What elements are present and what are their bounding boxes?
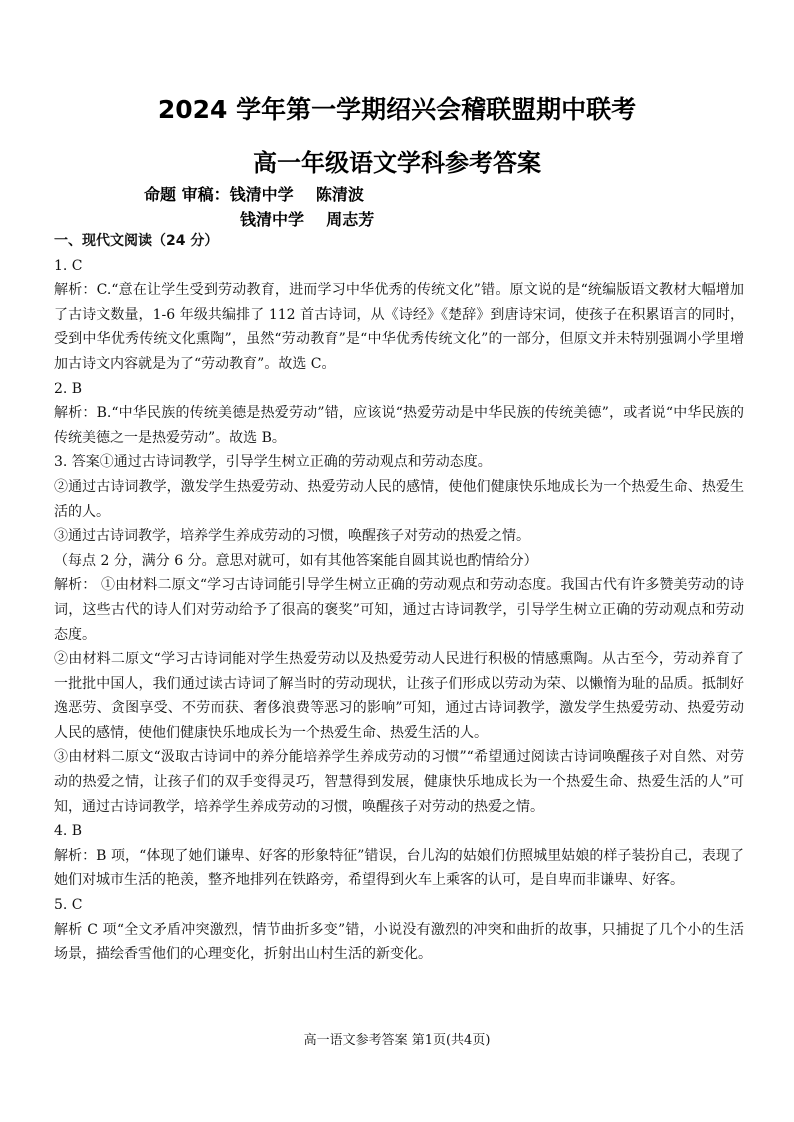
q3-point-3: ③通过古诗词教学，培养学生养成劳动的习惯，唤醒孩子对劳动的热爱之情。: [54, 528, 530, 545]
page-footer: 高一语文参考答案 第1页(共4页): [303, 1033, 491, 1048]
exam-title: 2024 学年第一学期绍兴会稽联盟期中联考: [157, 95, 637, 124]
q1-analysis: 解析：C.“意在让学生受到劳动教育，进而学习中华优秀的传统文化”错。原文说的是“统编版语文教材大幅增加了古诗文数量，1-6 年级共编排了 112 首古诗词，从《诗经》《楚辞》到唐诗宋词，使孩子在积累语言的同时，受到中华优秀传统文化熏陶”，虽然“劳动教育”是“中华优秀传统文化”的一部分，但原文并未特别强调小学里增加古诗文内容就是为了“劳动教育”。故选 C。: [54, 282, 744, 372]
q5-answer: 5. C: [54, 897, 83, 914]
exam-subtitle: 高一年级语文学科参考答案: [253, 149, 541, 177]
q3-scoring-note: （每点 2 分，满分 6 分。意思对就可，如有其他答案能自圆其说也酌情给分）: [54, 552, 538, 569]
q2-analysis: 解析：B.“中华民族的传统美德是热爱劳动”错，应该说“热爱劳动是中华民族的传统美德”，或者说“中华民族的传统美德之一是热爱劳动”。故选 B。: [54, 405, 744, 446]
q1-answer: 1. C: [54, 257, 83, 274]
answer-content: [54, 229, 744, 967]
q4-analysis: 解析：B 项，“体现了她们谦卑、好客的形象特征”错误，台儿沟的姑娘们仿照城里姑娘的样子装扮自己，表现了她们对城市生活的艳羡，整齐地排列在铁路旁，希望得到火车上乘客的认可，是自卑而非谦卑、好客。: [54, 847, 744, 889]
q3-point-1: 3. 答案①通过古诗词教学，引导学生树立正确的劳动观点和劳动态度。: [54, 454, 492, 471]
q4-answer: 4. B: [54, 823, 83, 840]
q2-answer: 2. B: [54, 380, 83, 397]
q3-point-2: ②通过古诗词教学，激发学生热爱劳动、热爱劳动人民的感情，使他们健康快乐地成长为一个热爱生命、热爱生活的人。: [54, 478, 744, 520]
q3-analysis-2: ②由材料二原文“学习古诗词能对学生热爱劳动以及热爱劳动人民进行积极的情感熏陶。从古至今，劳动养育了一批批中国人，我们通过读古诗词了解当时的劳动现状，让孩子们形成以劳动为荣、以懒惰为耻的品质。抵制好逸恶劳、贪图享受、不劳而获、奢侈浪费等恶习的影响”可知，通过古诗词教学，激发学生热爱劳动、热爱劳动人民的感情，使他们健康快乐地成长为一个热爱生命、热爱生活的人。: [54, 651, 744, 741]
credit-line-1: 命题 审稿：钱清中学 陈清波: [144, 185, 364, 204]
q3-analysis-3: ③由材料二原文“汲取古诗词中的养分能培养学生养成劳动的习惯”“希望通过阅读古诗词唤醒孩子对自然、对劳动的热爱之情，让孩子们的双手变得灵巧，智慧得到发展，健康快乐地成长为一个热爱生命、热爱生活的人”可知，通过古诗词教学，培养学生养成劳动的习惯，唤醒孩子对劳动的热爱之情。: [54, 749, 744, 815]
q3-analysis-1: 解析： ①由材料二原文“学习古诗词能引导学生树立正确的劳动观点和劳动态度。我国古代有许多赞美劳动的诗词，这些古代的诗人们对劳动给予了很高的褒奖”可知，通过古诗词教学，引导学生树立正确的劳动观点和劳动态度。: [54, 577, 744, 643]
section-heading: 一、现代文阅读（24 分）: [54, 233, 219, 249]
credit-line-2: 钱清中学 周志芳: [240, 210, 375, 229]
q5-analysis: 解析 C 项“全文矛盾冲突激烈，情节曲折多变”错，小说没有激烈的冲突和曲折的故事，只捕捉了几个小的生活场景，描绘香雪他们的心理变化，折射出山村生活的新变化。: [54, 921, 744, 963]
